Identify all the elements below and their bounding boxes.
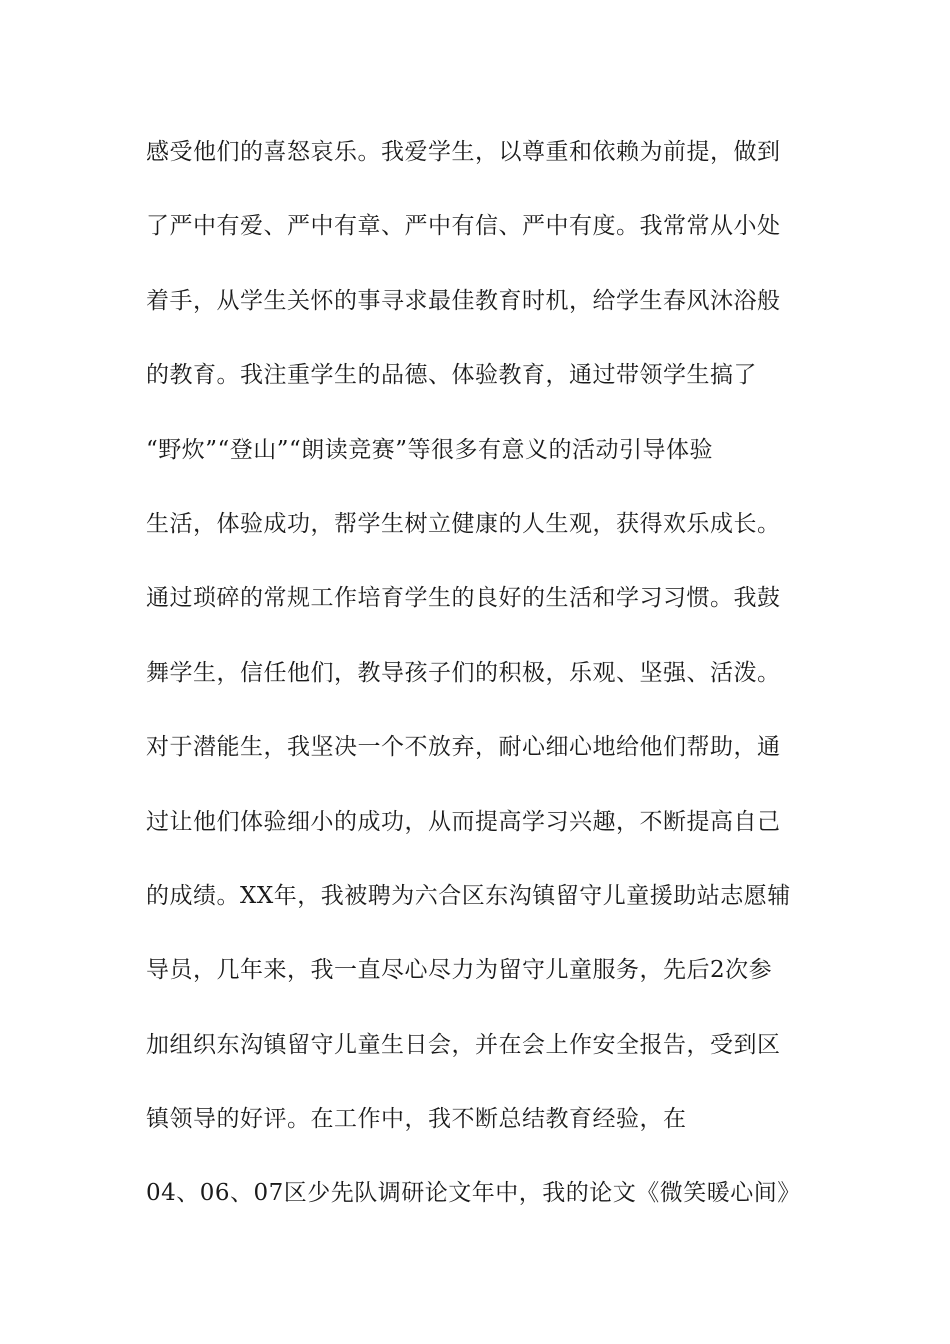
text-line: 生活，体验成功，帮学生树立健康的人生观，获得欢乐成长。 xyxy=(146,510,781,537)
text-line: 对于潜能生，我坚决一个不放弃，耐心细心地给他们帮助，通 xyxy=(146,734,781,761)
text-line: 镇领导的好评。在工作中，我不断总结教育经验，在 xyxy=(146,1106,687,1133)
body-text xyxy=(146,130,806,1246)
text-line: 通过琐碎的常规工作培育学生的良好的生活和学习习惯。我鼓 xyxy=(146,585,781,612)
text-line: 感受他们的喜怒哀乐。我爱学生，以尊重和依赖为前提，做到 xyxy=(146,139,781,165)
text-line: 的成绩。XX年，我被聘为六合区东沟镇留守儿童援助站志愿辅 xyxy=(146,882,791,909)
text-line: 加组织东沟镇留守儿童生日会，并在会上作安全报告，受到区 xyxy=(146,1031,781,1058)
text-line: 了严中有爱、严中有章、严中有信、严中有度。我常常从小处 xyxy=(146,213,781,240)
text-line: 着手，从学生关怀的事寻求最佳教育时机，给学生春风沐浴般 xyxy=(146,287,781,314)
text-line: “野炊”“登山”“朗读竞赛”等很多有意义的活动引导体验 xyxy=(146,436,714,463)
text-line: 04、06、07区少先队调研论文年中，我的论文《微笑暖心间》 xyxy=(146,1180,801,1207)
text-line: 的教育。我注重学生的品德、体验教育，通过带领学生搞了 xyxy=(146,362,757,389)
text-line: 舞学生，信任他们，教导孩子们的积极，乐观、坚强、活泼。 xyxy=(146,659,781,686)
text-line: 过让他们体验细小的成功，从而提高学习兴趣，不断提高自己 xyxy=(146,808,781,835)
text-line: 导员，几年来，我一直尽心尽力为留守儿童服务，先后2次参 xyxy=(146,957,773,984)
